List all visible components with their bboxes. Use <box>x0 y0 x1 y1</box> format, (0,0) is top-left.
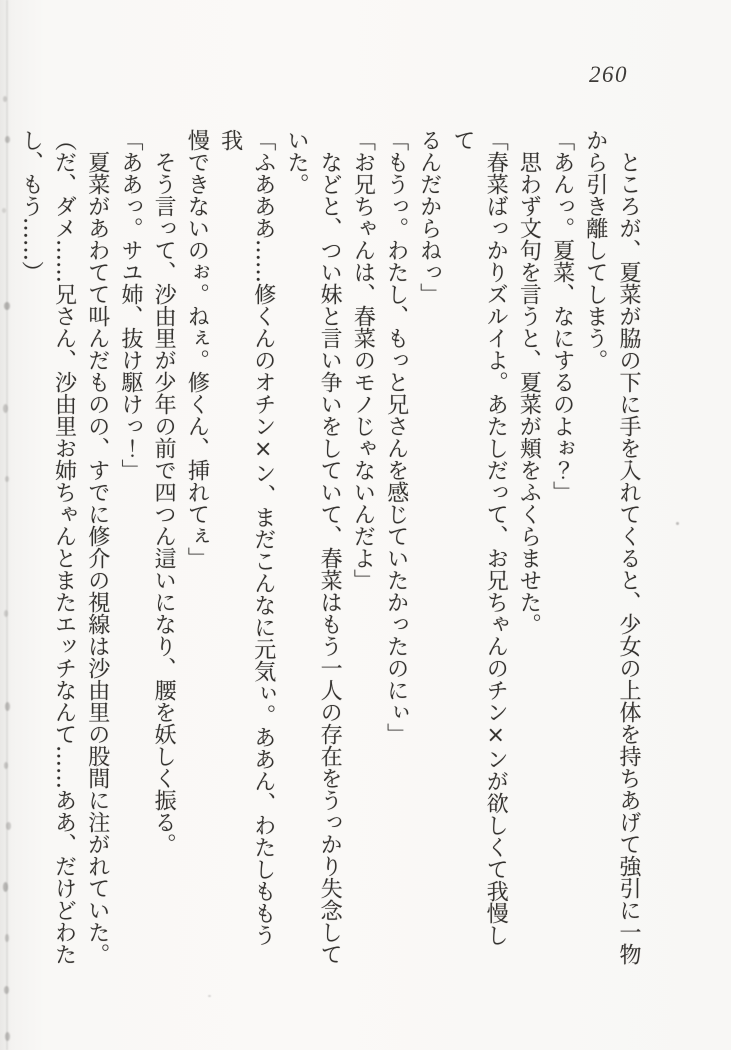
text-line: 夏菜があわてて叫んだものの、すでに修介の視線は沙由里の股間に注がれていた。 <box>84 151 110 965</box>
scan-speck <box>676 522 679 525</box>
scan-mark <box>3 882 8 892</box>
scan-mark <box>4 610 8 617</box>
text-line: 慢できないのぉ。ねぇ。修くん、挿れてぇ」 <box>184 129 210 569</box>
text-line: （だ、ダメ……兄さん、沙由里お姉ちゃんとまたエッチなんて……ああ、だけどわた <box>51 129 77 965</box>
scan-edge-artifacts <box>0 0 14 1050</box>
text-line: 「春菜ばっかりズルイよ。あたしだって、お兄ちゃんのチン×ンが欲しくて我慢して <box>449 129 509 946</box>
text-line: いた。 <box>283 129 309 195</box>
scan-mark <box>4 762 8 769</box>
text-line: 「あんっ。夏菜、なにするのよぉ？」 <box>549 129 575 503</box>
text-line: そう言って、沙由里が少年の前で四つん這いになり、腰を妖しく振る。 <box>151 151 177 855</box>
scan-mark <box>5 702 10 711</box>
scan-speck <box>208 995 211 997</box>
page-number: 260 <box>589 62 628 87</box>
scan-mark <box>5 476 9 482</box>
text-line: 「お兄ちゃんは、春菜のモノじゃないんだよ」 <box>350 129 376 591</box>
text-line: 「もうっ。わたし、もっと兄さんを感じていたかったのにぃ」 <box>383 129 409 745</box>
text-line: 思わず文句を言うと、夏菜が頬をふくらませた。 <box>516 151 542 635</box>
scan-mark <box>4 302 10 310</box>
text-line: し、もう……） <box>18 129 44 283</box>
text-line: 「ああっ。サユ姉、抜け駆けっ！」 <box>117 129 143 481</box>
scan-mark <box>6 822 11 830</box>
scan-mark <box>5 934 9 942</box>
text-line: るんだからねっ」 <box>416 129 442 305</box>
scan-mark <box>2 208 6 213</box>
text-block <box>14 129 645 967</box>
scan-mark <box>5 136 10 143</box>
scan-mark <box>3 404 8 413</box>
text-line: などと、つい妹と言い争いをしていて、春菜はもう一人の存在をうっかり失念して <box>317 151 343 965</box>
text-line: から引き離してしまう。 <box>582 129 608 371</box>
text-line: 「ふあああ……修くんのオチン×ン、まだこんなに元気ぃ。ああん、わたしももう我 <box>217 129 276 946</box>
scan-mark <box>5 1032 10 1041</box>
scan-mark <box>4 986 9 994</box>
text-line: ところが、夏菜が脇の下に手を入れてくると、少女の上体を持ちあげて強引に一物 <box>616 151 641 965</box>
scan-mark <box>3 96 7 102</box>
